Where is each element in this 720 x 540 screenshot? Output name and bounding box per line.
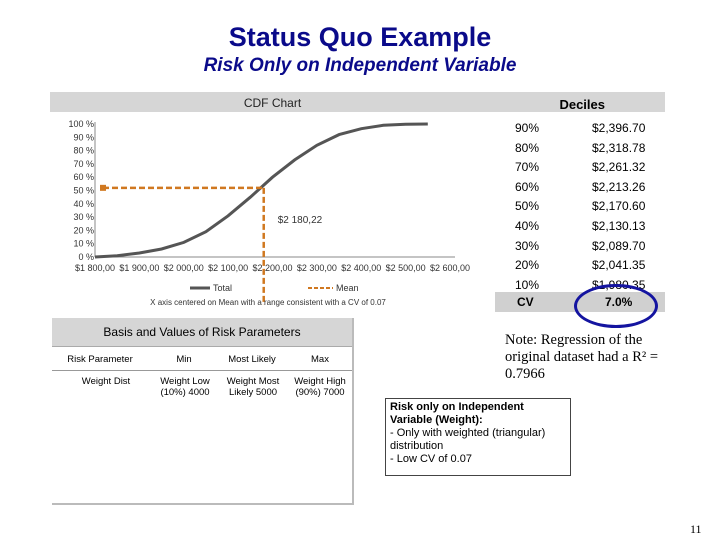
params-row-parameter: Weight Dist [81, 376, 131, 387]
summary-heading: Risk only on Independent Variable (Weight): [390, 401, 524, 426]
decile-percent: 50% [515, 199, 540, 214]
chart-caption: X axis centered on Mean with a range consistent with a CV of 0.07 [150, 298, 386, 307]
x-tick-label: $2 000,00 [163, 263, 204, 273]
decile-value: $2,041.35 [592, 258, 646, 273]
x-tick-label: $1 900,00 [119, 263, 160, 273]
params-row-most-likely: Weight Most Likely 5000 [226, 376, 280, 398]
decile-percent: 80% [515, 140, 540, 155]
y-tick-label: 30 % [73, 212, 94, 223]
decile-percent: 90% [515, 121, 540, 135]
x-tick-label: $1 800,00 [74, 263, 116, 273]
decile-percent: 30% [515, 238, 540, 253]
y-tick-label: 100 % [68, 119, 94, 129]
decile-value: $2,318.78 [592, 140, 646, 155]
params-title: Basis and Values of Risk Parameters [52, 318, 352, 347]
y-tick-label: 80 % [73, 145, 94, 156]
cv-value: 7.0% [605, 295, 633, 309]
page-number: 11 [690, 522, 702, 536]
x-tick-label: $2 400,00 [341, 263, 382, 273]
slide-subtitle: Risk Only on Independent Variable [203, 55, 517, 76]
decile-value: $2,396.70 [592, 121, 646, 135]
decile-percent: 40% [515, 219, 540, 233]
y-tick-label: 40 % [73, 198, 94, 209]
deciles-table [495, 92, 665, 312]
x-tick-label: $2 500,00 [385, 263, 426, 273]
y-tick-label: 90 % [73, 132, 94, 143]
y-tick-label: 70 % [73, 158, 94, 169]
params-divider [52, 370, 352, 371]
params-header-max: Max [311, 354, 329, 365]
chart-title: CDF Chart [243, 96, 302, 110]
decile-value: $2,170.60 [592, 199, 646, 214]
deciles-header: Deciles [495, 92, 665, 112]
risk-parameters-panel [52, 318, 354, 505]
decile-percent: 60% [515, 179, 540, 194]
y-tick-label: 10 % [73, 238, 94, 249]
summary-line-1: - Only with weighted (triangular) distribution [390, 427, 546, 452]
slide-title: Status Quo Example [228, 22, 492, 52]
decile-percent: 10% [515, 277, 540, 292]
params-header-min: Min [176, 354, 192, 365]
legend-mean-label: Mean [336, 283, 359, 293]
y-tick-label: 60 % [73, 172, 94, 183]
y-tick-label: 20 % [73, 225, 94, 236]
mean-label: $2 180,22 [277, 214, 323, 226]
x-tick-label: $2 600,00 [429, 263, 471, 273]
params-header-most-likely: Most Likely [228, 354, 276, 365]
cdf-chart-panel [50, 92, 495, 312]
decile-value: $2,261.32 [592, 160, 646, 175]
cdf-chart [50, 92, 495, 312]
decile-value: $2,089.70 [592, 238, 646, 253]
x-tick-label: $2 200,00 [252, 263, 293, 273]
params-header-risk-parameter: Risk Parameter [67, 354, 133, 365]
decile-percent: 20% [515, 258, 540, 273]
cv-highlight-oval [574, 284, 658, 328]
params-row-min: Weight Low (10%) 4000 [160, 376, 210, 398]
cdf-series-line [95, 124, 428, 257]
summary-box [385, 398, 571, 476]
y-tick-label: 0 % [78, 252, 94, 262]
summary-line-2: - Low CV of 0.07 [390, 453, 472, 465]
mean-marker [100, 185, 106, 191]
params-row-max: Weight High (90%) 7000 [294, 376, 346, 398]
x-tick-label: $2 100,00 [208, 263, 249, 273]
decile-value: $2,213.26 [592, 179, 646, 194]
legend-total-label: Total [213, 283, 233, 293]
regression-note: Note: Regression of the original dataset had a R² = 0.7966 [505, 332, 659, 382]
decile-value: $1,980.35 [592, 277, 646, 292]
x-tick-label: $2 300,00 [296, 263, 337, 273]
decile-percent: 70% [515, 160, 540, 175]
y-tick-label: 50 % [73, 185, 94, 196]
decile-value: $2,130.13 [592, 219, 646, 233]
cv-label: CV [517, 295, 534, 309]
